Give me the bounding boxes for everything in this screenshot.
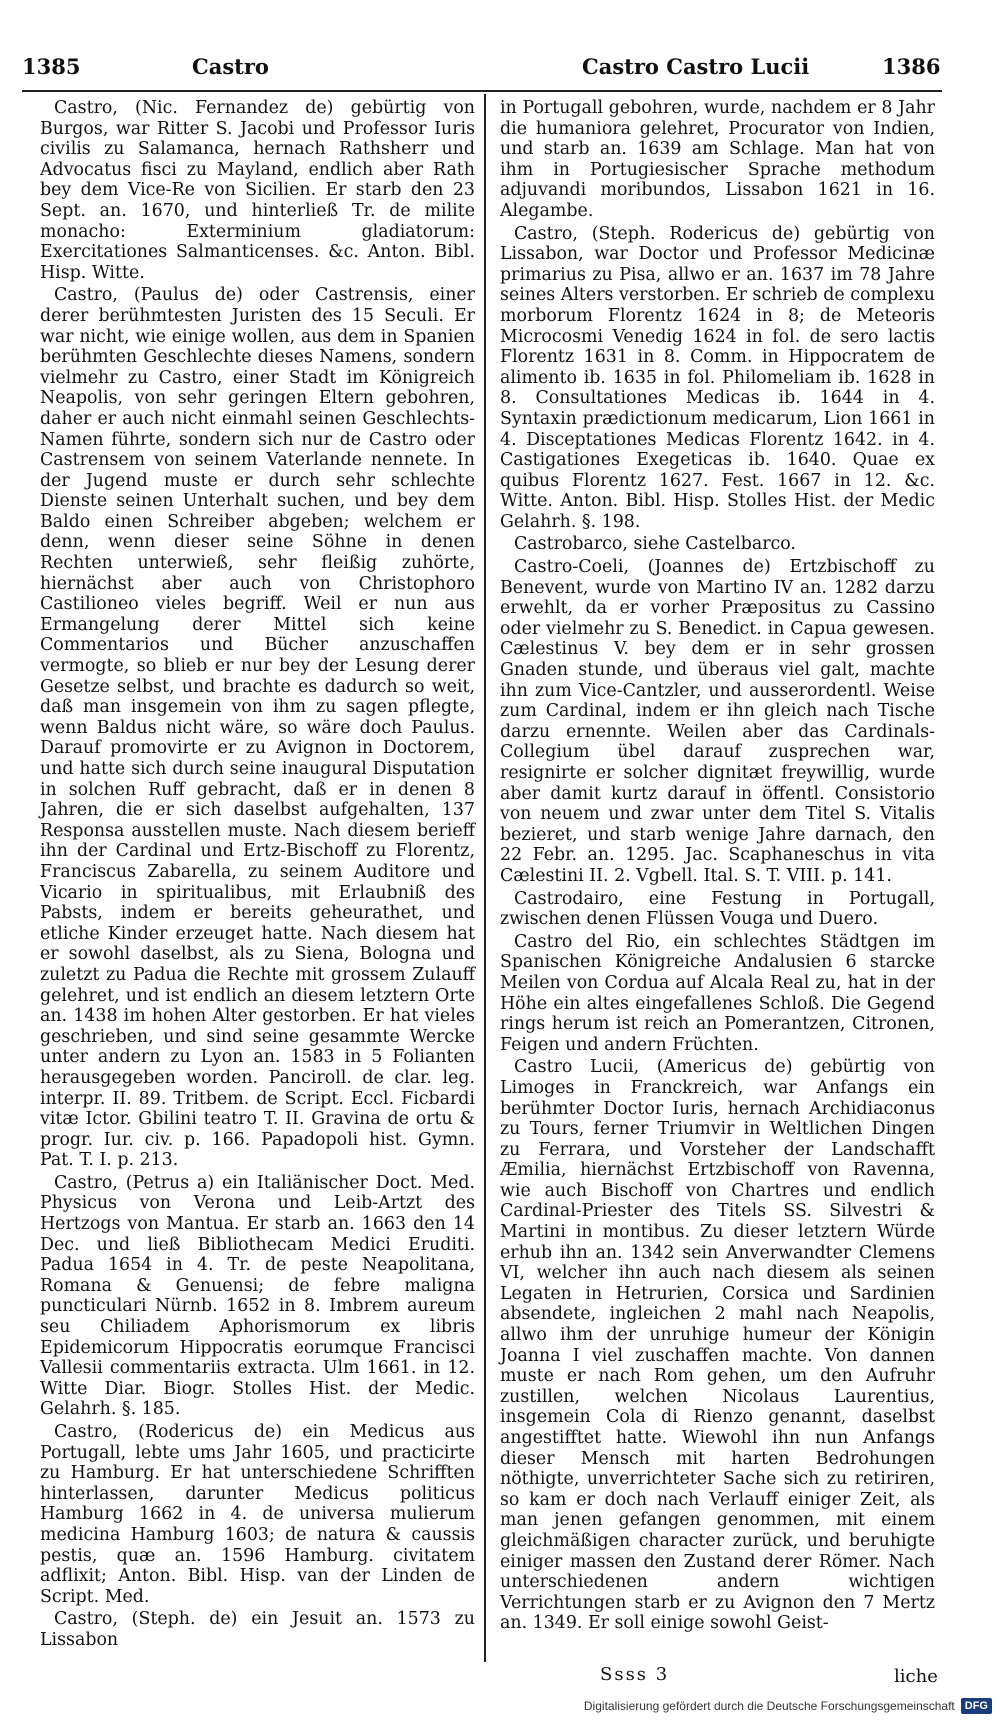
entry-castro-steph: Castro, (Steph. de) ein Jesuit an. 1573 zu Lissabon bbox=[40, 1609, 475, 1650]
entry-castro-coeli: Castro-Coeli, (Joannes de) Ertzbischoff zu Benevent, wurde von Martino IV an. 1282 darzu erwehlt, da er vorher Præpositus zu Cassino oder vielmehr zu S. Benedict. in Capua gewesen. Cælestinus V. bey dem er in sehr grossen Gnaden stunde, und überaus viel galt, machte ihn zum Vice-Cantzler, und ausserordentl. Weise zum Cardinal, indem er ihn gleich nach Tische darzu ernennte. Weilen aber das Cardinals-Collegium übel darauf zusprechen war, resignirte er solcher dignitæt freywillig, wurde aber damit kurtz darauf in öffentl. Consistorio von neuem und zwar unter dem Titel S. Vitalis bezieret, und starb wenige Jahre darnach, den 22 Febr. an. 1295. Jac. Scaphaneschus in vita Cælestini II. 2. Vgbell. Ital. S. T. VIII. p. 141. bbox=[500, 557, 935, 886]
left-running-head: Castro bbox=[192, 54, 269, 79]
header-rule bbox=[22, 90, 942, 92]
digitization-footer bbox=[584, 1698, 992, 1714]
entry-castro-steph-continued: in Portugall gebohren, wurde, nachdem er 8 Jahr die humaniora gelehret, Procurator von Indien, und starb an. 1639 am Schlage. Man hat von ihm in Portugiesischer Sprache methodum adjuvandi moribundos, Lissabon 1621 in 16. Alegambe. bbox=[500, 98, 935, 221]
entry-castrobarco: Castrobarco, siehe Castelbarco. bbox=[514, 534, 796, 555]
entry-castrodairo: Castrodairo, eine Festung in Portugall, zwischen denen Flüssen Vouga und Duero. bbox=[500, 888, 935, 930]
right-running-head: Castro Castro Lucii bbox=[582, 54, 810, 79]
entry-castro-petrus: Castro, (Petrus a) ein Italiänischer Doct. Med. Physicus von Verona und Leib-Artzt des Hertzogs von Mantua. Er starb an. 1663 den 14 Dec. und ließ Bibliothecam Medici Eruditi. Padua 1654 in 4. Tr. de peste Neapolitana, Romana & Genuensi; de febre maligna puncticulari Nürnb. 1652 in 8. Imbrem aureum seu Chiliadem Aphorismorum ex libris Epidemicorum Hippocratis eorumque Francisci Vallesii commentariis extracta. Ulm 1661. in 12. Witte Diar. Biogr. Stolles Hist. der Medic. Gelahrh. §. 185. bbox=[40, 1172, 475, 1420]
right-column bbox=[500, 98, 935, 1636]
dfg-logo: DFG bbox=[961, 1698, 992, 1714]
signature-mark: Ssss 3 bbox=[600, 1664, 670, 1685]
entry-castro-paulus: Castro, (Paulus de) oder Castrensis, einer derer berühmtesten Juristen des 15 Seculi. Er war nicht, wie einige wollen, aus dem in Spanien berühmten Geschlechte dieses Namens, sondern vielmehr zu Castro, einer Stadt im Königreich Neapolis, von sehr geringen Eltern gebohren, daher er auch nicht einmahl seinen Geschlechts-Namen führte, sondern sich nur de Castro oder Castrensem von seinem Vaterlande nennete. In der Jugend muste er durch sehr schlechte Dienste seinen Unterhalt suchen, und bey dem Baldo einen Schreiber abgeben; welchem er denn, wenn dieser seine Söhne in denen Rechten unterwieß, sehr fleißig zuhörte, hiernächst aber auch von Christophoro Castilioneo vieles begriff. Weil er nun aus Ermangelung derer Mittel sich keine Commentarios und Bücher anzuschaffen vermogte, so blieb er nur bey der Lesung derer Gesetze selbst, und brachte es dadurch so weit, daß man insgemein von ihm zu sagen pflegte, wenn Baldus nicht wäre, so wäre doch Paulus. Darauf promovirte er zu Avignon in Doctorem, und hatte sich durch seine inaugural Disputation in solchen Ruff gebracht, daß er in denen 8 Jahren, die er sich daselbst aufgehalten, 137 Responsa ausstellen muste. Nach diesem berieff ihn der Cardinal und Ertz-Bischoff zu Florentz, Franciscus Zabarella, zu seinem Auditore und Vicario in spiritualibus, mit Erlaubniß des Pabsts, indem er bereits geheurathet, und etliche Kinder erzeuget hatte. Nach diesem hat er sowohl daselbst, als zu Siena, Bologna und zuletzt zu Padua die Rechte mit grossem Zulauff gelehret, und ist endlich an diesem letztern Orte an. 1438 im hohen Alter gestorben. Er hat vieles geschrieben, und sind seine gesammte Wercke unter andern zu Lyon an. 1583 in 5 Folianten herausgegeben worden. Panciroll. de clar. leg. interpr. II. 89. Tritbem. de Script. Eccl. Ficbardi vitæ Ictor. Gbilini teatro T. II. Gravina de ortu & progr. Iur. civ. p. 166. Papadopoli hist. Gymn. Pat. T. I. p. 213. bbox=[40, 285, 475, 1171]
left-page-number: 1385 bbox=[22, 54, 81, 79]
running-header bbox=[22, 50, 962, 84]
column-divider bbox=[484, 94, 486, 1662]
entry-castro-steph-rodericus: Castro, (Steph. Rodericus de) gebürtig von Lissabon, war Doctor und Professor Medicinæ primarius zu Pisa, allwo er an. 1637 im 78 Jahre seines Alters verstorben. Er schrieb de complexu morborum Florentz 1624 in 8; de Meteoris Microcosmi Venedig 1624 in fol. de sero lactis Florentz 1631 in 8. Comm. in Hippocratem de alimento ib. 1635 in fol. Philomeliam ib. 1628 in 8. Consultationes Medicas ib. 1644 in 4. Syntaxin prædictionum medicarum, Lion 1661 in 4. Disceptationes Medicas Florentz 1642. in 4. Castigationes Exegeticas ib. 1640. Quae ex quibus Florentz 1627. Fest. 1667 in 12. &c. Witte. Anton. Bibl. Hisp. Stolles Hist. der Medic Gelahrh. §. 198. bbox=[500, 223, 935, 532]
entry-castro-rodericus: Castro, (Rodericus de) ein Medicus aus Portugall, lebte ums Jahr 1605, und practicirte zu Hamburg. Er hat unterschiedene Schrifften hinterlassen, darunter Medicus politicus Hamburg 1662 in 4. de universa mulierum medicina Hamburg 1603; de natura & caussis pestis, quæ an. 1596 Hamburg. civitatem adflixit; Anton. Bibl. Hisp. van der Linden de Script. Med. bbox=[40, 1422, 475, 1607]
entry-castro-nic-fernandez: Castro, (Nic. Fernandez de) gebürtig von Burgos, war Ritter S. Jacobi und Professor Iuris civilis zu Salamanca, hernach Rathsherr und Advocatus fisci zu Mayland, endlich aber Rath bey dem Vice-Re von Sicilien. Er starb den 23 Sept. an. 1670, und hinterließ Tr. de milite monacho: Exterminium gladiatorum: Exercitationes Salmanticenses. &c. Anton. Bibl. Hisp. Witte. bbox=[40, 98, 475, 283]
footer-text: Digitalisierung gefördert durch die Deutsche Forschungsgemeinschaft bbox=[583, 1699, 955, 1713]
catchword: liche bbox=[894, 1666, 938, 1687]
book-page bbox=[22, 40, 962, 1687]
entry-castro-del-rio: Castro del Rio, ein schlechtes Städtgen im Spanischen Königreiche Andalusien 6 starcke Meilen von Cordua auf Alcala Real zu, hat in der Höhe ein altes eingefallenes Schloß. Die Gegend rings herum ist reich an Pomerantzen, Citronen, Feigen und andern Früchten. bbox=[500, 931, 935, 1055]
left-column bbox=[40, 98, 475, 1653]
entry-castro-lucii: Castro Lucii, (Americus de) gebürtig von Limoges in Franckreich, war Anfangs ein berühmter Doctor Iuris, hernach Archidiaconus zu Tours, ferner Triumvir in Weltlichen Dingen zu Ferrara, und Vorsteher der Landschafft Æmilia, hiernächst Ertzbischoff von Ravenna, wie auch Bischoff von Chartres und endlich Cardinal-Priester des Titels SS. Silvestri & Martini in montibus. Zu dieser letztern Würde erhub ihn an. 1342 sein Anverwandter Clemens VI, welcher ihn auch nach diesem als seinen Legaten in Hetrurien, Corsica und Sardinien absendete, ingleichen 2 mahl nach Neapolis, allwo ihm der unruhige humeur der Königin Joanna I viel zuschaffen machte. Von dannen muste er nach Rom gehen, um den Aufruhr zustillen, welchen Nicolaus Laurentius, insgemein Cola di Rienzo genannt, daselbst angestifftet hatte. Wiewohl ihn nun Anfangs dieser Mensch mit harten Bedrohungen nöthigte, unverrichteter Sache sich zu retiriren, so kam er doch nach Verlauff einiger Zeit, als man jenen gefangen genommen, mit einem gleichmäßigen character zurück, und beruhigte einiger massen den Zustand derer Römer. Nach unterschiedenen andern wichtigen Verrichtungen starb er zu Avignon den 7 Mertz an. 1349. Er soll einige sowohl Geist- bbox=[500, 1057, 935, 1634]
right-page-number: 1386 bbox=[882, 54, 941, 79]
